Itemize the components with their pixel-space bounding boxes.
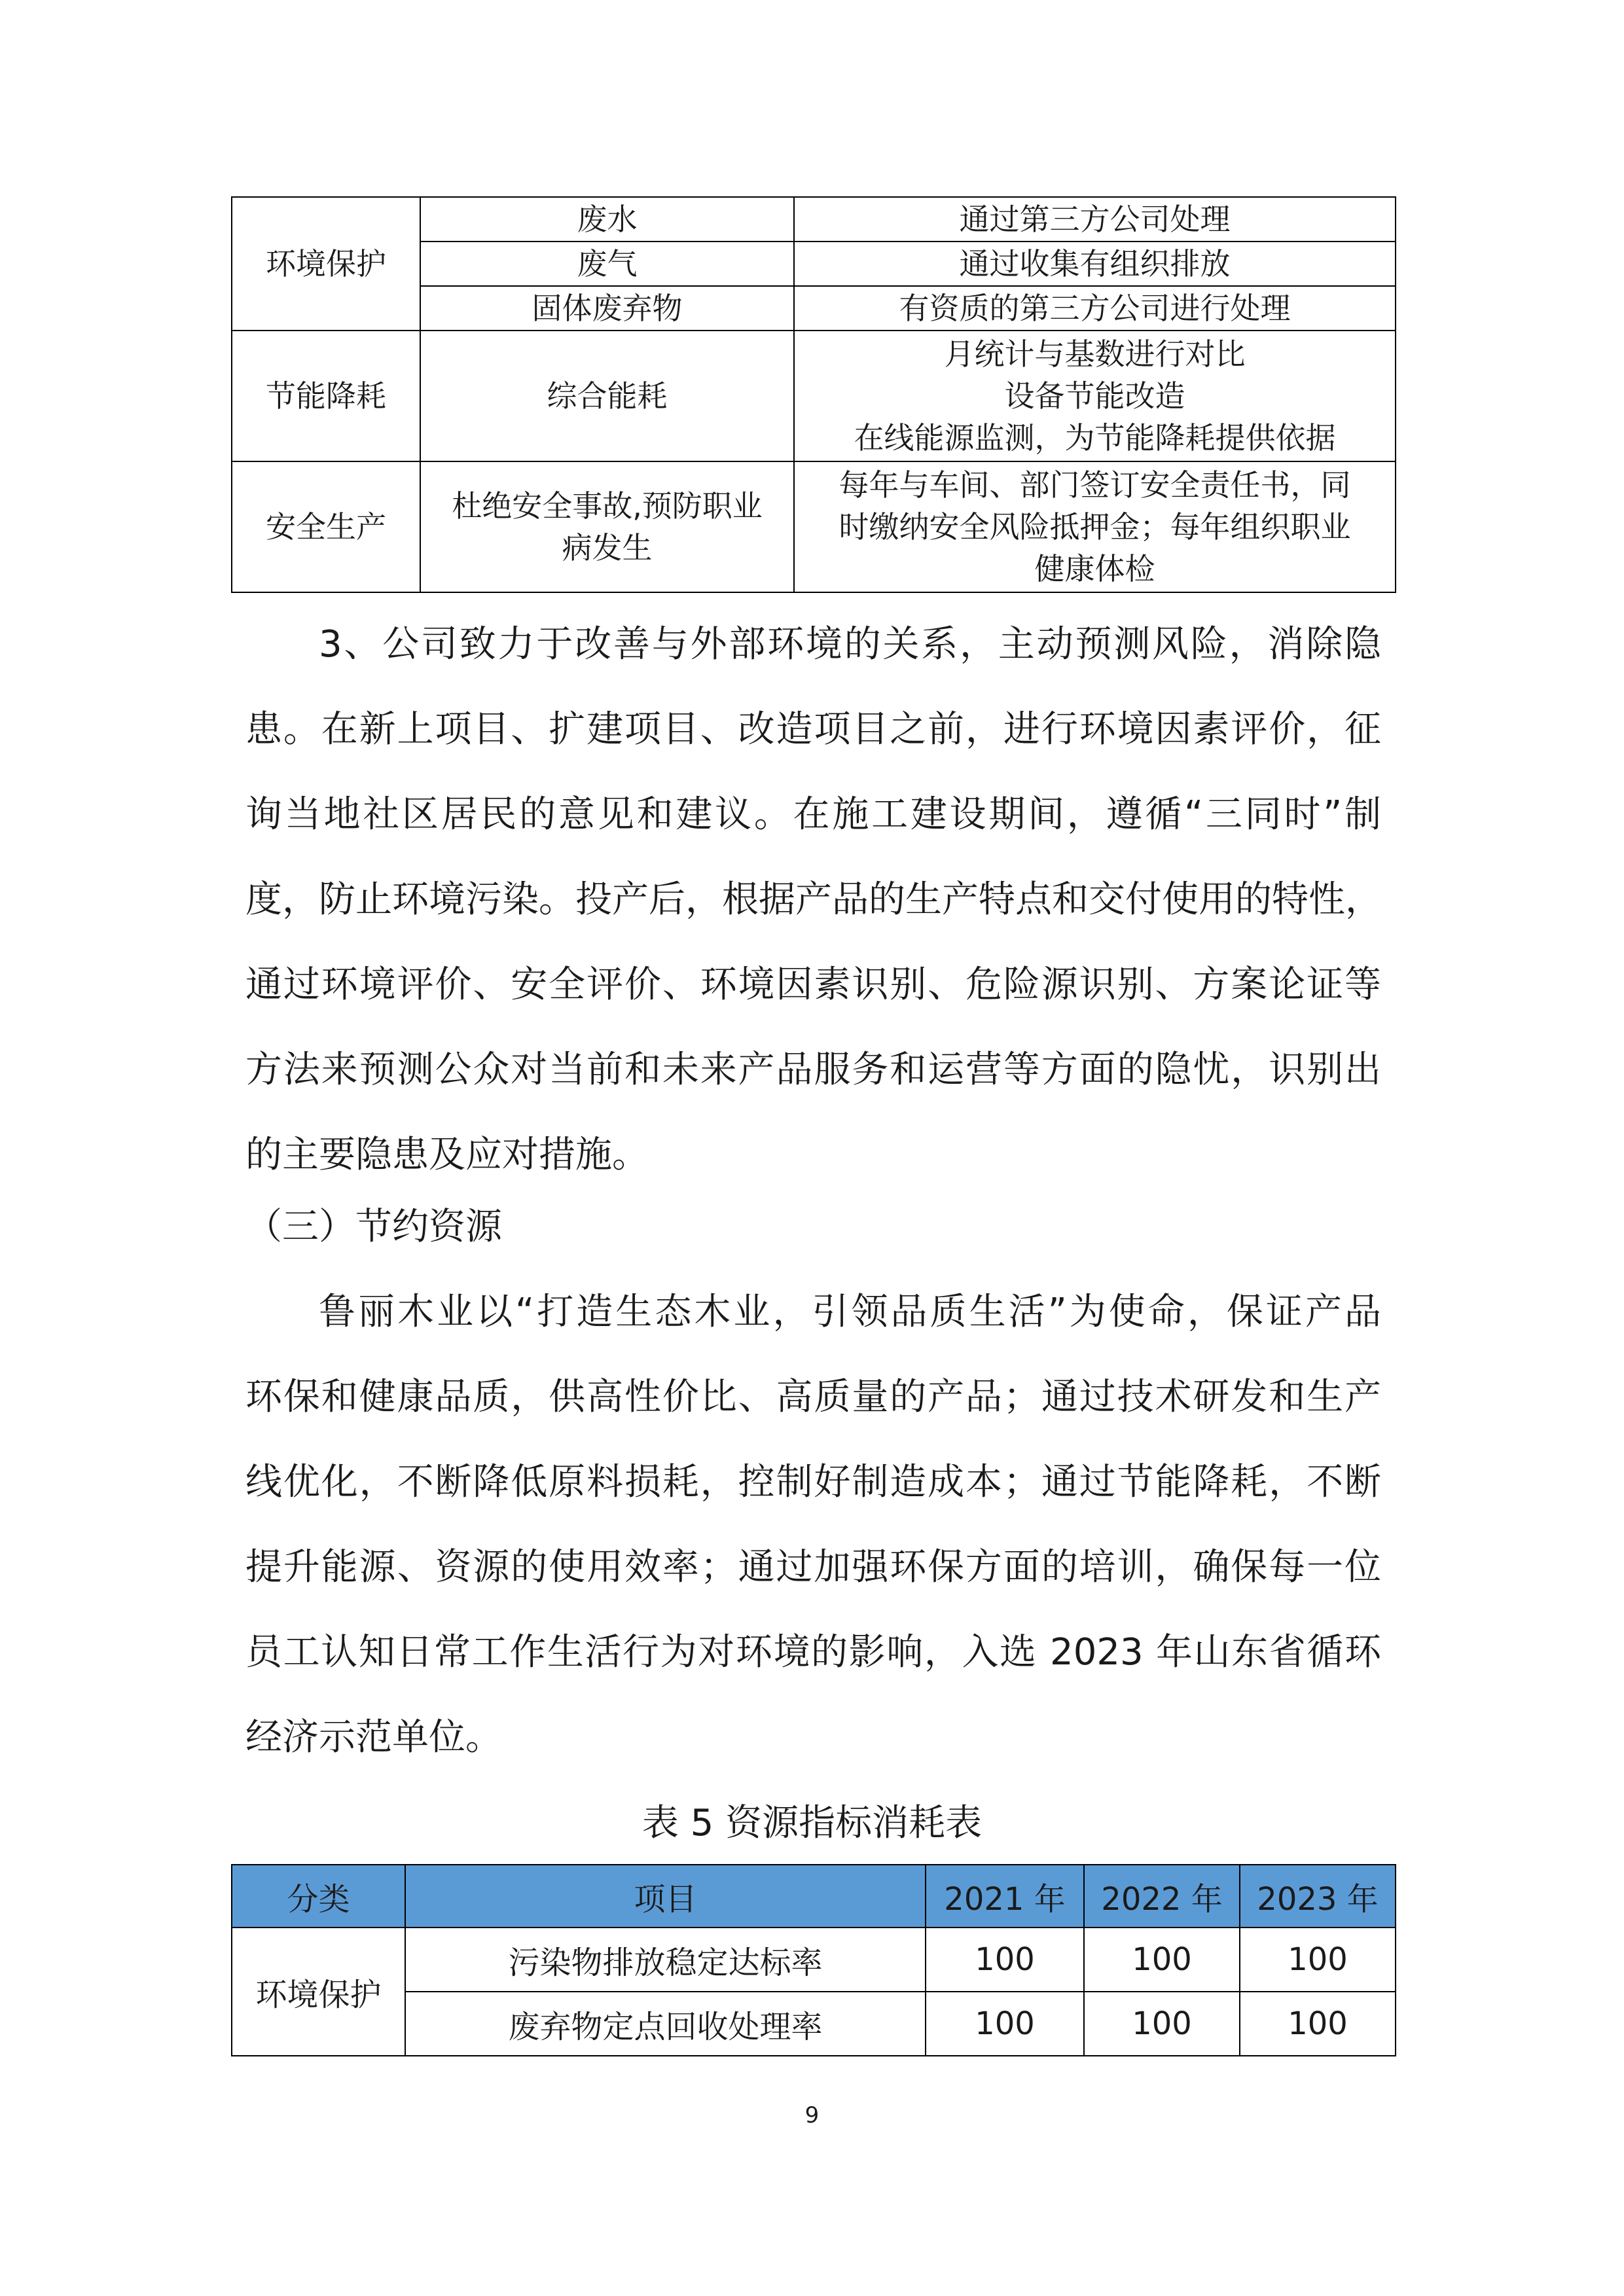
paragraph-line: 的主要隐患及应对措施。 — [245, 1134, 649, 1176]
measure-safety-line: 时缴纳安全风险抵押金；每年组织职业 — [839, 509, 1351, 545]
measure-exhaust: 通过收集有组织排放 — [794, 242, 1396, 286]
category-safety: 安全生产 — [232, 461, 420, 592]
row-item: 污染物排放稳定达标率 — [405, 1928, 926, 1992]
header-item: 项目 — [405, 1865, 926, 1928]
table-caption: 表 5 资源指标消耗表 — [641, 1802, 983, 1844]
header-2022: 2022 年 — [1084, 1865, 1240, 1928]
category-energy: 节能降耗 — [232, 331, 420, 461]
row-item: 废弃物定点回收处理率 — [405, 1992, 926, 2056]
measure-solid-waste: 有资质的第三方公司进行处理 — [794, 286, 1396, 331]
measure-safety — [794, 461, 1396, 592]
paragraph-line: 经济示范单位。 — [245, 1716, 502, 1759]
paragraph-line: 通过环境评价、安全评价、环境因素识别、危险源识别、方案论证等 — [245, 963, 1381, 1006]
paragraph-risk-prediction — [245, 602, 1381, 1198]
resource-consumption-table — [231, 1864, 1396, 2056]
measure-energy-line: 设备节能改造 — [1004, 378, 1185, 414]
header-category: 分类 — [232, 1865, 405, 1928]
item-exhaust: 废气 — [420, 242, 794, 286]
paragraph-line: 鲁丽木业以“打造生态木业，引领品质生活”为使命，保证产品 — [319, 1291, 1381, 1333]
header-2023: 2023 年 — [1240, 1865, 1396, 1928]
paragraph-line: 询当地社区居民的意见和建议。在施工建设期间，遵循“三同时”制 — [245, 793, 1381, 836]
paragraph-line: 度，防止环境污染。投产后，根据产品的生产特点和交付使用的特性， — [245, 878, 1382, 921]
measure-safety-line: 健康体检 — [1034, 551, 1155, 586]
item-solid-waste: 固体废弃物 — [420, 286, 794, 331]
paragraph-line: 3、公司致力于改善与外部环境的关系，主动预测风险，消除隐 — [319, 623, 1381, 666]
paragraph-line: 线优化，不断降低原料损耗，控制好制造成本；通过节能降耗，不断 — [245, 1461, 1381, 1503]
row-value-2022: 100 — [1084, 1928, 1240, 1992]
section-heading: （三）节约资源 — [245, 1206, 502, 1248]
measure-energy-line: 在线能源监测，为节能降耗提供依据 — [854, 420, 1336, 456]
item-safety — [420, 461, 794, 592]
row-category: 环境保护 — [232, 1928, 405, 2056]
row-value-2021: 100 — [926, 1928, 1084, 1992]
paragraph-line: 提升能源、资源的使用效率；通过加强环保方面的培训，确保每一位 — [245, 1546, 1381, 1588]
measure-safety-line: 每年与车间、部门签订安全责任书，同 — [839, 467, 1351, 503]
category-environment: 环境保护 — [232, 197, 420, 331]
measure-wastewater: 通过第三方公司处理 — [794, 197, 1396, 242]
row-value-2023: 100 — [1240, 1928, 1396, 1992]
measure-energy-line: 月统计与基数进行对比 — [944, 336, 1246, 372]
paragraph-line: 员工认知日常工作生活行为对环境的影响，入选 2023 年山东省循环 — [245, 1631, 1381, 1674]
header-2021: 2021 年 — [926, 1865, 1084, 1928]
paragraph-line: 方法来预测公众对当前和未来产品服务和运营等方面的隐忧，识别出 — [245, 1049, 1381, 1091]
row-value-2021: 100 — [926, 1992, 1084, 2056]
page-number: 9 — [804, 2102, 820, 2128]
row-value-2022: 100 — [1084, 1992, 1240, 2056]
item-safety-line: 杜绝安全事故,预防职业 — [452, 488, 763, 524]
item-safety-line: 病发生 — [562, 530, 653, 565]
item-energy: 综合能耗 — [420, 331, 794, 461]
paragraph-line: 环保和健康品质，供高性价比、高质量的产品；通过技术研发和生产 — [245, 1376, 1381, 1418]
row-value-2023: 100 — [1240, 1992, 1396, 2056]
paragraph-resource-saving — [245, 1270, 1381, 1780]
measure-energy — [794, 331, 1396, 461]
item-wastewater: 废水 — [420, 197, 794, 242]
measures-table — [231, 196, 1396, 593]
paragraph-line: 患。在新上项目、扩建项目、改造项目之前，进行环境因素评价，征 — [245, 708, 1381, 751]
